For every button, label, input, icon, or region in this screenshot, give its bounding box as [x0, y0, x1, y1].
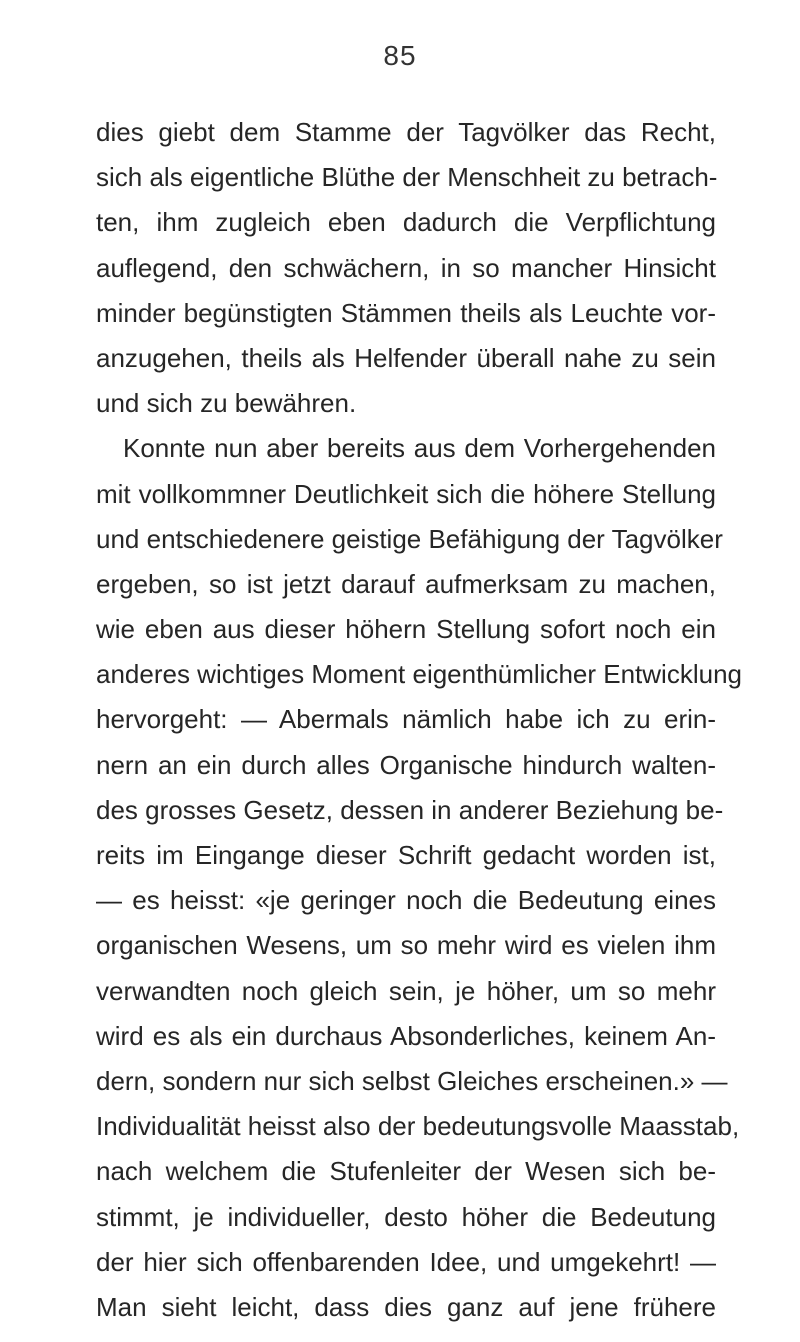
text-line: auflegend, den schwächern, in so mancher Hinsicht — [96, 252, 716, 283]
text-line: — es heisst: «je geringer noch die Bedeutung eines — [96, 885, 716, 916]
text-line: nach welchem die Stufenleiter der Wesen sich be- — [96, 1156, 716, 1187]
text-line: wird es als ein durchaus Absonderliches, keinem An- — [96, 1020, 716, 1051]
text-line: ergeben, so ist jetzt darauf aufmerksam zu machen, — [96, 568, 716, 599]
text-line: wie eben aus dieser höhern Stellung sofort noch ein — [96, 614, 716, 645]
text-line: verwandten noch gleich sein, je höher, um so mehr — [96, 975, 716, 1006]
text-line: sich als eigentliche Blüthe der Menschheit zu betrach- — [96, 162, 718, 193]
text-line: Man sieht leicht, dass dies ganz auf jene frühere — [96, 1291, 716, 1322]
text-line: anzugehen, theils als Helfender überall nahe zu sein — [96, 342, 716, 373]
text-line: mit vollkommner Deutlichkeit sich die höhere Stellung — [96, 478, 716, 509]
text-line: Konnte nun aber bereits aus dem Vorhergehenden — [123, 433, 716, 464]
text-line: anderes wichtiges Moment eigenthümlicher Entwicklung — [96, 659, 742, 690]
text-line: minder begünstigten Stämmen theils als Leuchte vor- — [96, 297, 716, 328]
text-line: organischen Wesens, um so mehr wird es vielen ihm — [96, 930, 716, 961]
text-line: hervorgeht: — Abermals nämlich habe ich zu erin- — [96, 704, 716, 735]
text-line: des grosses Gesetz, dessen in anderer Beziehung be- — [96, 794, 724, 825]
text-line: dern, sondern nur sich selbst Gleiches erscheinen.» — — [96, 1065, 728, 1096]
text-line: ten, ihm zugleich eben dadurch die Verpflichtung — [96, 207, 716, 238]
text-line: und entschiedenere geistige Befähigung der Tagvölker — [96, 523, 723, 554]
text-line: und sich zu bewähren. — [96, 388, 357, 419]
text-line: dies giebt dem Stamme der Tagvölker das Recht, — [96, 117, 716, 147]
text-line: Individualität heisst also der bedeutungsvolle Maasstab, — [96, 1111, 740, 1142]
text-line: stimmt, je individueller, desto höher die Bedeutung — [96, 1201, 716, 1232]
body-text — [96, 110, 742, 1330]
text-line: reits im Eingange dieser Schrift gedacht worden ist, — [96, 840, 716, 870]
text-line: nern an ein durch alles Organische hindurch walten- — [96, 749, 716, 780]
text-line: der hier sich offenbarenden Idee, und umgekehrt! — — [96, 1246, 716, 1277]
page-number: 85 — [383, 40, 417, 71]
